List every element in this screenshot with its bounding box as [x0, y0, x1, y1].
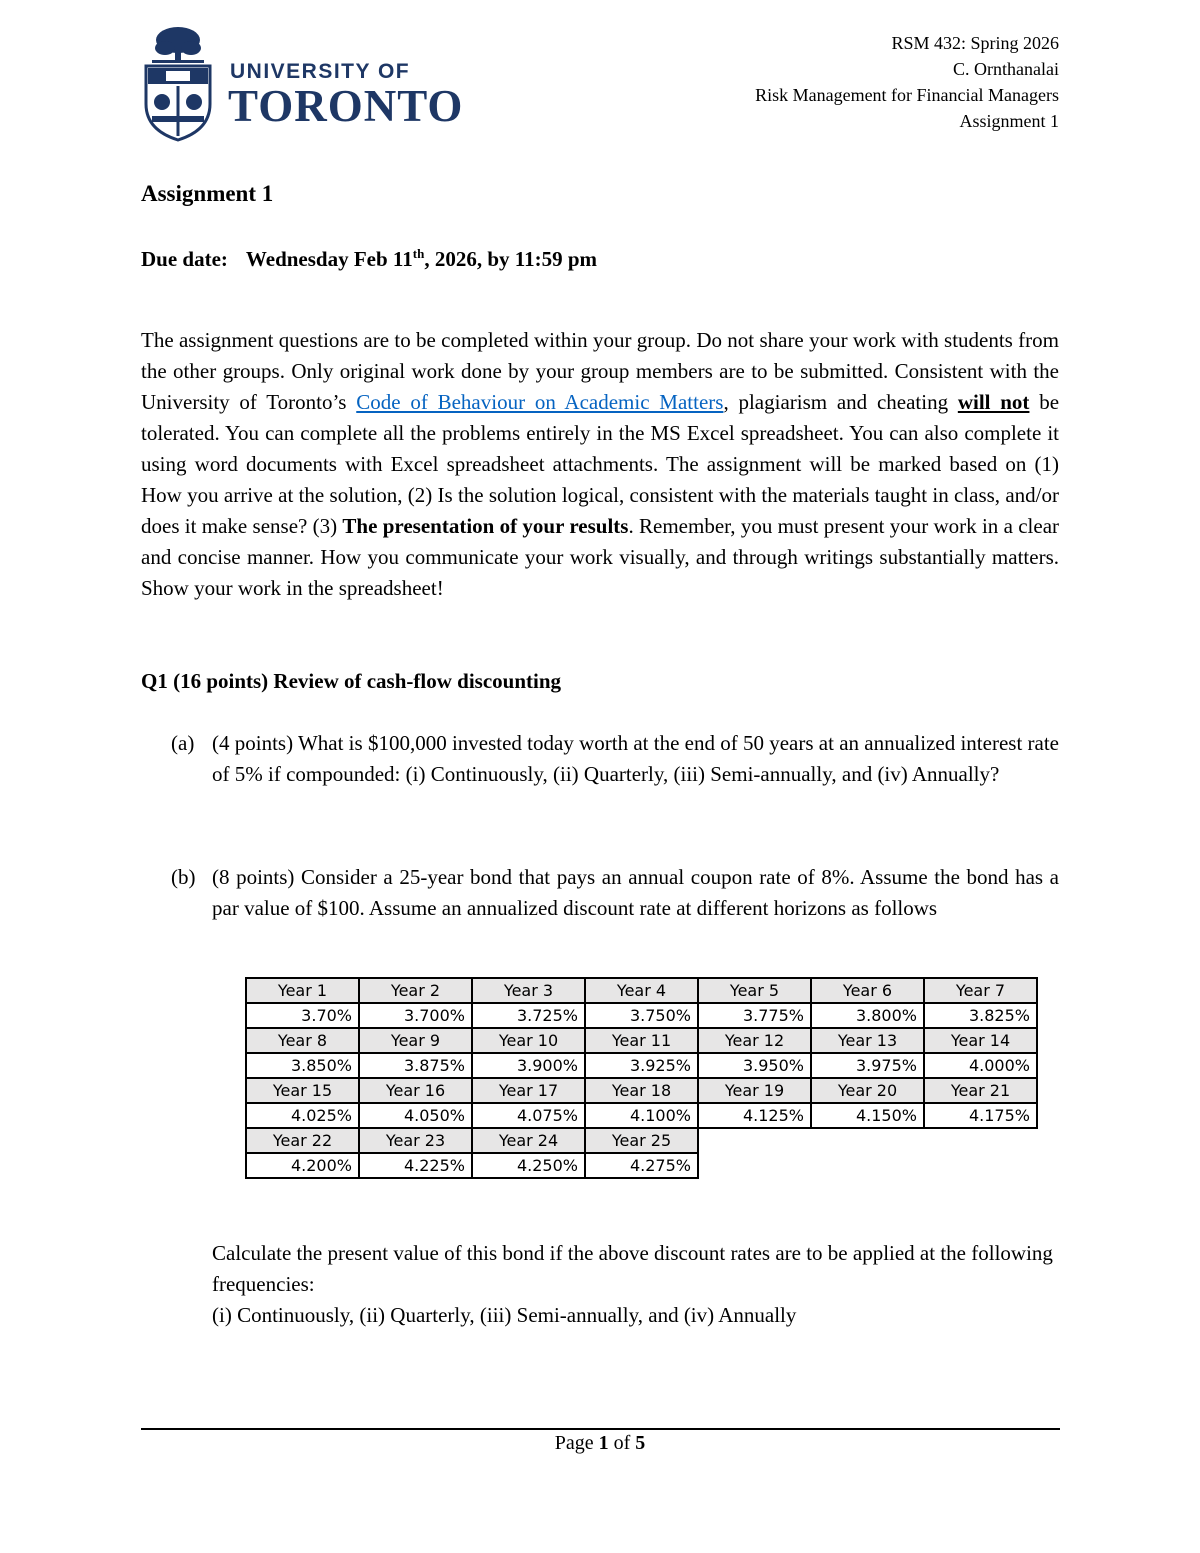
- logo-text-line2: TORONTO: [228, 81, 464, 131]
- due-sup: th: [412, 246, 425, 261]
- of-word: of: [613, 1432, 631, 1454]
- empty-cell: [698, 1128, 811, 1153]
- rate-cell: 3.70%: [246, 1003, 359, 1028]
- rate-cell: 4.125%: [698, 1103, 811, 1128]
- year-cell: Year 23: [359, 1128, 472, 1153]
- empty-cell: [924, 1128, 1037, 1153]
- empty-cell: [811, 1128, 924, 1153]
- calculation-instruction: [212, 1238, 1062, 1331]
- q1-part-b: [141, 862, 1059, 924]
- doc-label: Assignment 1: [959, 111, 1059, 131]
- page-total: 5: [635, 1432, 646, 1454]
- course-title: Risk Management for Financial Managers: [755, 85, 1059, 105]
- rate-cell: 4.025%: [246, 1103, 359, 1128]
- code-of-behaviour-link[interactable]: Code of Behaviour on Academic Matters: [356, 390, 724, 414]
- year-cell: Year 6: [811, 978, 924, 1003]
- year-cell: Year 7: [924, 978, 1037, 1003]
- rate-cell: 4.050%: [359, 1103, 472, 1128]
- rate-cell: 3.875%: [359, 1053, 472, 1078]
- table-row: [246, 1053, 1037, 1078]
- rate-cell: 3.850%: [246, 1053, 359, 1078]
- rate-cell: 3.750%: [585, 1003, 698, 1028]
- intro-emphasis: will not: [957, 390, 1030, 414]
- year-cell: Year 24: [472, 1128, 585, 1153]
- year-cell: Year 19: [698, 1078, 811, 1103]
- rate-cell: 3.725%: [472, 1003, 585, 1028]
- instructor-name: C. Ornthanalai: [953, 59, 1059, 79]
- course-code: RSM 432: Spring 2026: [891, 33, 1059, 53]
- year-cell: Year 16: [359, 1078, 472, 1103]
- rate-cell: 3.700%: [359, 1003, 472, 1028]
- rate-cell: 3.800%: [811, 1003, 924, 1028]
- year-cell: Year 12: [698, 1028, 811, 1053]
- year-cell: Year 5: [698, 978, 811, 1003]
- logo-text-line1: UNIVERSITY OF: [230, 60, 411, 83]
- rate-cell: 4.275%: [585, 1153, 698, 1178]
- due-label: Due date:: [141, 247, 228, 271]
- rate-cell: 3.900%: [472, 1053, 585, 1078]
- year-cell: Year 11: [585, 1028, 698, 1053]
- page-word: Page: [554, 1432, 594, 1454]
- calc-line-2: (i) Continuously, (ii) Quarterly, (iii) Semi-annually, and (iv) Annually: [212, 1303, 797, 1327]
- intro-paragraph: [141, 325, 1059, 604]
- rate-cell: 4.000%: [924, 1053, 1037, 1078]
- part-b-label: (b): [171, 865, 196, 889]
- year-cell: Year 25: [585, 1128, 698, 1153]
- table-row: [246, 1028, 1037, 1053]
- table-row: [246, 1003, 1037, 1028]
- table-row: [246, 1078, 1037, 1103]
- year-cell: Year 20: [811, 1078, 924, 1103]
- year-cell: Year 3: [472, 978, 585, 1003]
- intro-text-1: The assignment questions are to be completed within your group. Do not share your work with students from the other groups. Only original work done by your group members are to be submitted. Consistent with the University of Toronto’s: [141, 328, 1059, 414]
- table-row: [246, 1103, 1037, 1128]
- discount-rate-table: [245, 977, 1038, 1179]
- rate-cell: 4.150%: [811, 1103, 924, 1128]
- rate-cell: 4.250%: [472, 1153, 585, 1178]
- year-cell: Year 9: [359, 1028, 472, 1053]
- year-cell: Year 15: [246, 1078, 359, 1103]
- due-suffix: , 2026, by 11:59 pm: [424, 247, 598, 271]
- year-cell: Year 13: [811, 1028, 924, 1053]
- year-cell: Year 8: [246, 1028, 359, 1053]
- empty-cell: [811, 1153, 924, 1178]
- page-title: Assignment 1: [141, 181, 274, 206]
- rate-cell: 4.075%: [472, 1103, 585, 1128]
- part-b-text: (8 points) Consider a 25-year bond that pays an annual coupon rate of 8%. Assume the bond has a par value of $100. Assume an annualized discount rate at different horizons as follows: [212, 865, 1059, 920]
- table-row: [246, 1128, 1037, 1153]
- university-logo: [138, 26, 464, 144]
- table-row: [246, 1153, 1037, 1178]
- year-cell: Year 14: [924, 1028, 1037, 1053]
- q1-heading: Q1 (16 points) Review of cash-flow discounting: [141, 669, 562, 693]
- year-cell: Year 18: [585, 1078, 698, 1103]
- rate-cell: 4.225%: [359, 1153, 472, 1178]
- year-cell: Year 1: [246, 978, 359, 1003]
- year-cell: Year 21: [924, 1078, 1037, 1103]
- rate-cell: 4.175%: [924, 1103, 1037, 1128]
- document-header: [755, 30, 1059, 134]
- year-cell: Year 17: [472, 1078, 585, 1103]
- intro-bold: The presentation of your results: [342, 514, 629, 538]
- table-row: [246, 978, 1037, 1003]
- year-cell: Year 10: [472, 1028, 585, 1053]
- year-cell: Year 22: [246, 1128, 359, 1153]
- page-footer: [0, 1432, 1200, 1455]
- rate-cell: 3.925%: [585, 1053, 698, 1078]
- crest-icon: [138, 26, 218, 144]
- year-cell: Year 4: [585, 978, 698, 1003]
- intro-text-2: , plagiarism and cheating: [723, 390, 958, 414]
- rate-cell: 4.200%: [246, 1153, 359, 1178]
- footer-divider: [141, 1428, 1060, 1430]
- intro-text-4: . Remember, you must present your work in a clear and concise manner. How you communicate your work visually, and through writings substantially matters. Show your work in the spreadsheet!: [141, 514, 1060, 600]
- part-a-text: (4 points) What is $100,000 invested today worth at the end of 50 years at an annualized interest rate of 5% if compounded: (i) Continuously, (ii) Quarterly, (iii) Semi-annually, and (iv) Annually?: [212, 731, 1059, 786]
- rate-cell: 4.100%: [585, 1103, 698, 1128]
- intro-text-3: be tolerated. You can complete all the problems entirely in the MS Excel spreadsheet. You can also complete it using word documents with Excel spreadsheet attachments. The assignment will be marked based on (1) How you arrive at the solution, (2) Is the solution logical, consistent with the materials taught in class, and/or does it make sense? (3): [141, 390, 1060, 538]
- due-date: [141, 246, 597, 272]
- rate-cell: 3.975%: [811, 1053, 924, 1078]
- rate-cell: 3.775%: [698, 1003, 811, 1028]
- due-prefix: Wednesday Feb 11: [245, 247, 413, 271]
- empty-cell: [924, 1153, 1037, 1178]
- rate-cell: 3.825%: [924, 1003, 1037, 1028]
- q1-part-a: [141, 728, 1059, 790]
- year-cell: Year 2: [359, 978, 472, 1003]
- rate-cell: 3.950%: [698, 1053, 811, 1078]
- calc-line-1: Calculate the present value of this bond if the above discount rates are to be applied at the following frequencies:: [212, 1241, 1053, 1296]
- empty-cell: [698, 1153, 811, 1178]
- part-a-label: (a): [171, 731, 195, 755]
- page-number: 1: [598, 1432, 609, 1454]
